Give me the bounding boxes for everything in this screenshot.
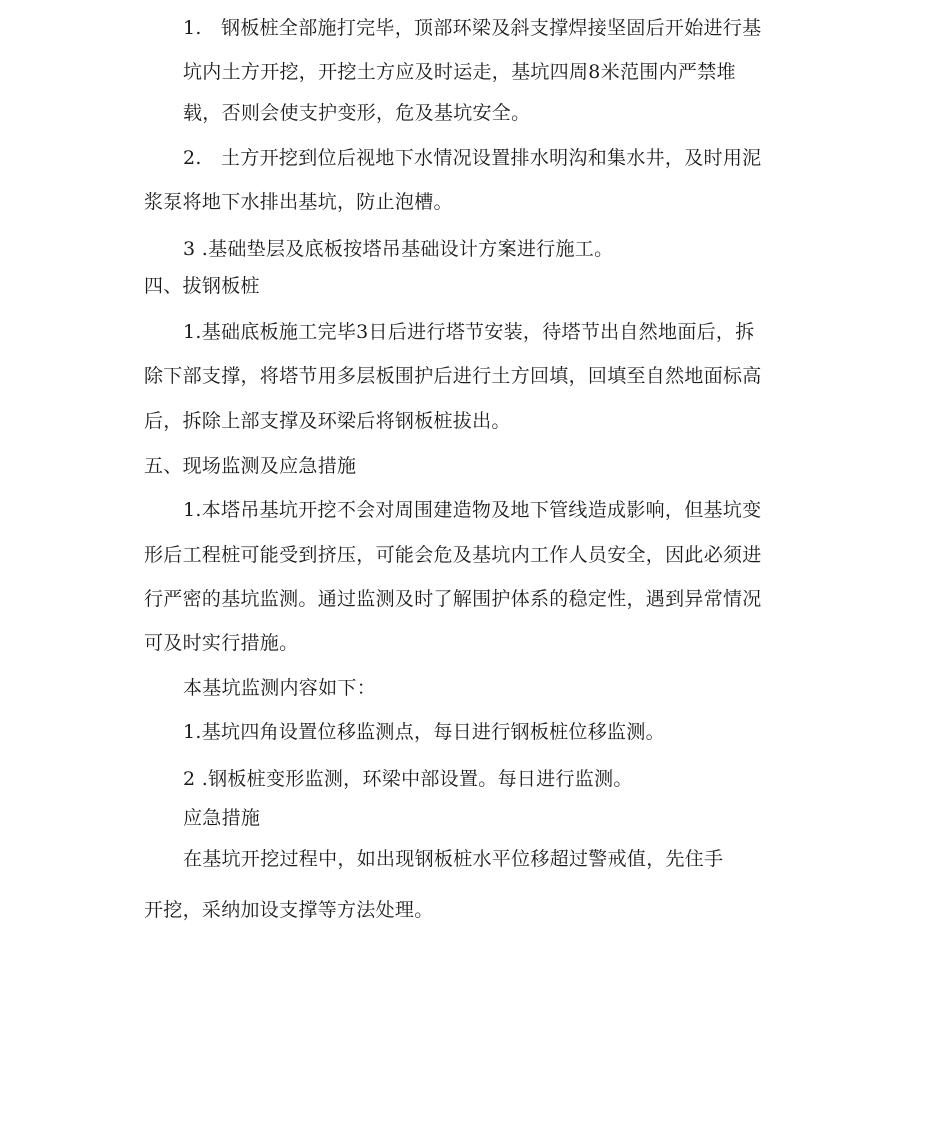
paragraph-line: 可及时实行措施。 bbox=[144, 632, 299, 654]
paragraph-line: 1.本塔吊基坑开挖不会对周围建造物及地下管线造成影响，但基坑变 bbox=[183, 499, 762, 521]
paragraph-line: 1.基础底板施工完毕3日后进行塔节安装，待塔节出自然地面后，拆 bbox=[183, 321, 755, 343]
paragraph-line: 形后工程桩可能受到挤压，可能会危及基坑内工作人员安全，因此必须进 bbox=[144, 544, 762, 566]
paragraph-line: 行严密的基坑监测。通过监测及时了解围护体系的稳定性，遇到异常情况 bbox=[144, 588, 762, 610]
paragraph-line: 1.基坑四角设置位移监测点，每日进行钢板桩位移监测。 bbox=[183, 721, 665, 743]
subheading: 应急措施 bbox=[183, 807, 261, 829]
section-heading: 五、现场监测及应急措施 bbox=[144, 455, 357, 477]
paragraph-line: 2. 土方开挖到位后视地下水情况设置排水明沟和集水井，及时用泥 bbox=[183, 147, 762, 169]
paragraph-line: 在基坑开挖过程中，如出现钢板桩水平位移超过警戒值，先住手 bbox=[183, 848, 724, 870]
paragraph-line: 载，否则会使支护变形，危及基坑安全。 bbox=[183, 102, 531, 124]
paragraph-line: 开挖，采纳加设支撑等方法处理。 bbox=[144, 899, 434, 921]
paragraph-line: 本基坑监测内容如下： bbox=[183, 677, 377, 699]
paragraph-line: 浆泵将地下水排出基坑，防止泡槽。 bbox=[144, 191, 453, 213]
section-heading: 四、拔钢板桩 bbox=[144, 275, 260, 297]
paragraph-line: 2 .钢板桩变形监测，环梁中部设置。每日进行监测。 bbox=[183, 768, 633, 790]
paragraph-line: 3 .基础垫层及底板按塔吊基础设计方案进行施工。 bbox=[183, 238, 614, 260]
paragraph-line: 坑内土方开挖，开挖土方应及时运走，基坑四周8米范围内严禁堆 bbox=[183, 61, 736, 83]
paragraph-line: 1. 钢板桩全部施打完毕，顶部环梁及斜支撑焊接坚固后开始进行基 bbox=[183, 17, 762, 39]
paragraph-line: 除下部支撑，将塔节用多层板围护后进行土方回填，回填至自然地面标高 bbox=[144, 365, 762, 387]
paragraph-line: 后，拆除上部支撑及环梁后将钢板桩拔出。 bbox=[144, 410, 511, 432]
